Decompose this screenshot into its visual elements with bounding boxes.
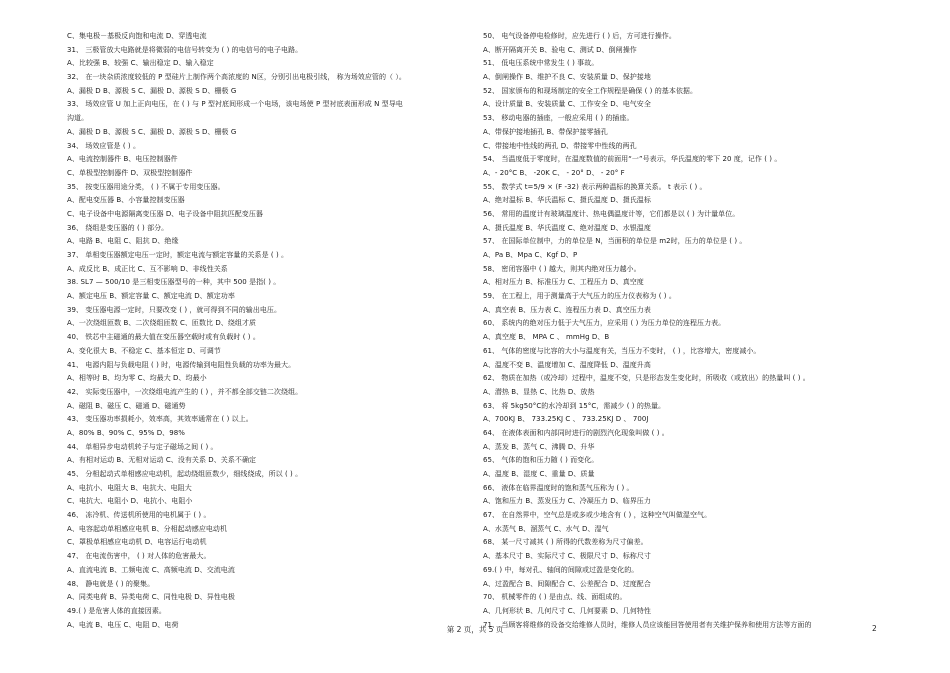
text-line: 58、 密闭容器中 ( ) 越大，则其内绝对压力越小。 <box>483 264 641 273</box>
text-line: 62、 物质在加热（或冷却）过程中，温度不变，只是形态发生变化时，所吸收（或放出）的热量叫 ( ) 。 <box>483 374 810 383</box>
text-line: C、罩极单相感应电动机 D、电容运行电动机 <box>67 538 207 547</box>
text-line: C、集电极－基极反向饱和电流 D、穿透电流 <box>67 32 207 40</box>
text-line: A、电路 B、电阻 C、阻抗 D、绝缘 <box>67 237 179 246</box>
text-line: A、温度不变 B、温度增加 C、温度降低 D、温度升高 <box>483 360 651 369</box>
page-number: 2 <box>872 624 877 633</box>
text-line: C、电抗大、电阻小 D、电抗小、电阻小 <box>67 497 193 506</box>
text-line: A、电流控制器件 B、电压控制器件 <box>67 155 178 164</box>
text-line: A、配电变压器 B、小容量控制变压器 <box>67 196 185 205</box>
text-line: A、水蒸气 B、溜蒸气 C、水气 D、湿气 <box>483 524 609 533</box>
text-line: A、直流电流 B、工频电流 C、高频电流 D、交流电流 <box>67 565 235 574</box>
text-line: A、Pa B、Mpa C、Kgf D、P <box>483 251 578 259</box>
text-line: 沟道。 <box>67 114 89 123</box>
text-line: 37、 单相变压器额定电压一定时，额定电流与额定容量的关系是 ( ) 。 <box>67 251 289 259</box>
text-line: A、倒闸操作 B、维护不良 C、安装质量 D、保护接地 <box>483 73 651 82</box>
text-line: 39、 变压器电源一定时，只要改变 ( ) ，就可得到不同的输出电压。 <box>67 305 282 314</box>
text-line: 70、 机械零件的 ( ) 是由点、线、面组成的。 <box>483 593 627 602</box>
text-line: C、单极型控制器件 D、双极型控制器件 <box>67 168 193 177</box>
text-line: A、电流 B、电压 C、电阻 D、电荷 <box>67 620 179 629</box>
text-line: A、漏极 D B、源极 S C、漏极 D、源极 S D、栅极 G <box>67 86 237 95</box>
text-line: 46、 冻冷机、传送机所使用的电机属于 ( ) 。 <box>67 511 211 520</box>
text-line: A、相对压力 B、标准压力 C、工程压力 D、真空度 <box>483 278 644 287</box>
text-line: A、额定电压 B、额定容量 C、额定电流 D、额定功率 <box>67 292 235 301</box>
text-line: 67、 在自然界中，空气总是或多或少地含有 ( ) ，这种空气叫做湿空气。 <box>483 511 712 520</box>
text-line: 35、 按变压器用途分类， ( ) 不属于专用变压器。 <box>67 182 225 191</box>
text-line: 48、 静电就是 ( ) 的聚集。 <box>67 579 155 588</box>
text-line: 55、 数学式 t=5/9 × (F -32) 表示两种温标的换算关系。 t 表示 ( ) 。 <box>483 182 707 191</box>
page-footer: 第 2 页，共 5 页 <box>446 625 504 634</box>
text-line: 52、 国家颁布的和现场制定的安全工作规程是确保 ( ) 的基本依据。 <box>483 86 698 95</box>
text-line: 40、 铁芯中主磁通的最大值在变压器空载时或有负载时 ( ) 。 <box>67 333 260 342</box>
text-line: 34、 场效应管是 ( ) 。 <box>67 141 141 150</box>
text-line: 60、 系统内的绝对压力低于大气压力，应采用 ( ) 为压力单位的连程压力表。 <box>483 319 726 328</box>
text-line: A、80% B、90% C、95% D、98% <box>67 428 185 437</box>
text-line: C、带接地中性线的两孔 D、带接零中性线的两孔 <box>483 141 637 150</box>
text-line: 68、 某一尺寸减其 ( ) 所得的代数差称为尺寸偏差。 <box>483 538 648 547</box>
text-line: A、同类电荷 B、异类电荷 C、同性电极 D、异性电极 <box>67 593 235 602</box>
text-line: 56、 常用的温度计有玻璃温度计、热电偶温度计等，它们都是以 ( ) 为计量单位。 <box>483 209 740 218</box>
text-line: 53、 移动电器的插座，一般应采用 ( ) 的插座。 <box>483 114 634 123</box>
text-line: 69.( ) 中，每对孔、轴间的间隙或过盈是变化的。 <box>483 565 639 574</box>
text-line: 43、 变压器功率损耗小，效率高，其效率通常在 ( ) 以上。 <box>67 415 253 424</box>
text-line: A、700KJ B、 733.25KJ C 、 733.25KJ D 、 700J <box>483 415 649 424</box>
text-line: A、成反比 B、成正比 C、互不影响 D、非线性关系 <box>67 264 228 273</box>
text-line: 64、 在液体表面和内部同时进行的剧烈汽化现象叫做 ( ) 。 <box>483 428 669 437</box>
text-line: A、真空度 B、 MPA C 、 mmHg D、B <box>483 333 610 342</box>
text-line: A、电容起动单相感应电机 B、分相起动感应电动机 <box>67 524 228 533</box>
text-line: 51、 低电压系统中常发生 ( ) 事故。 <box>483 59 599 68</box>
text-line: C、电子设备中电源隔离变压器 D、电子设备中阻抗匹配变压器 <box>67 209 263 218</box>
text-line: A、绝对温标 B、华氏温标 C、摄氏温度 D、摄氏温标 <box>483 196 651 205</box>
text-line: 32、 在一块杂质浓度较低的 P 型硅片上制作两个高浓度的 N区，分别引出电极引线， 称为场效应管的（ ）。 <box>67 73 406 82</box>
text-line: A、电抗小、电阻大 B、电抗大、电阻大 <box>67 483 192 492</box>
text-line: 54、 当温度低于零度时，在温度数值的前面用“一”号表示，华氏温度的零下 20 度，记作 ( ) 。 <box>483 155 782 164</box>
text-line: 49.( ) 是危害人体的直接因素。 <box>67 606 166 615</box>
text-line: A、磁阻 B、磁压 C、磁通 D、磁通势 <box>67 401 186 410</box>
text-line: 47、 在电流伤害中， ( ) 对人体的危害最大。 <box>67 552 211 561</box>
text-line: A、断开隔离开关 B、验电 C、测试 D、倒闸操作 <box>483 45 637 54</box>
text-line: A、变化很大 B、不稳定 C、基本恒定 D、可调节 <box>67 346 221 355</box>
right-column <box>483 30 883 632</box>
text-line: 59、 在工程上，用于测量高于大气压力的压力仪表称为 ( ) 。 <box>483 292 676 301</box>
text-line: A、有相对运动 B、无相对运动 C、没有关系 D、关系不确定 <box>67 456 257 465</box>
text-line: 71、 当顾客将维修的设备交给维修人员时，维修人员应该能回答使用者有关维护保养和使用方法等方面的 <box>483 620 812 629</box>
text-line: 57、 在国际单位制中，力的单位是 N，当面积的单位是 m2时，压力的单位是 ( ) 。 <box>483 237 747 246</box>
text-line: 50、 电气设备停电检修时，应先进行 ( ) 后，方可进行操作。 <box>483 32 676 40</box>
text-line: 44、 单相异步电动机转子与定子磁场之间 ( ) 。 <box>67 442 218 451</box>
text-line: A、比较强 B、较强 C、输出稳定 D、输入稳定 <box>67 59 214 68</box>
text-line: A、饱和压力 B、蒸发压力 C、冷凝压力 D、临界压力 <box>483 497 651 506</box>
text-line: A、相等时 B、均为零 C、均最大 D、均最小 <box>67 374 207 383</box>
text-line: A、漏极 D B、源极 S C、漏极 D、源极 S D、栅极 G <box>67 127 237 136</box>
text-line: A、真空表 B、压力表 C、连程压力表 D、真空压力表 <box>483 305 651 314</box>
text-line: 66、 液体在临界温度时的饱和蒸气压称为 ( ) 。 <box>483 483 634 492</box>
text-line: 41、 电源内阻与负载电阻 ( ) 时，电源传输到电阻性负载的功率为最大。 <box>67 360 296 369</box>
text-line: A、一次绕组匝数 B、二次绕组匝数 C、匝数比 D、绕组才质 <box>67 319 257 328</box>
text-line: 31、 三极管放大电路就是将微弱的电信号转变为 ( ) 的电信号的电子电路。 <box>67 45 303 54</box>
text-line: 45、 分相起动式单相感应电动机，起动绕组匝数少，细线绕成，所以 ( ) 。 <box>67 470 303 478</box>
text-line: 38. SL7 — 500/10 是三相变压器型号的一种，其中 500 是指( ) 。 <box>67 278 281 287</box>
text-line: 33、 场效应管 U 加上正向电压，在 ( ) 与 P 型衬底间形成一个电场，该电场使 P 型衬底表面形成 N 型导电 <box>67 100 403 109</box>
text-line: 36、 绕组是变压器的 ( ) 部分。 <box>67 223 169 232</box>
left-column <box>67 30 467 632</box>
text-line: 63、 将 5kg50°C的水冷却到 15°C，需减少 ( ) 的热量。 <box>483 401 666 410</box>
text-line: A、温度 B、湿度 C、重量 D、质量 <box>483 470 595 478</box>
text-line: 65、 气体的饱和压力随 ( ) 而变化。 <box>483 456 599 465</box>
text-line: 42、 实际变压器中，一次绕组电流产生的 ( ) ，并不都全部交链二次绕组。 <box>67 387 303 396</box>
text-line: A、设计质量 B、安装质量 C、工作安全 D、电气安全 <box>483 100 651 109</box>
text-line: A、蒸发 B、蒸气 C、沸腾 D、升华 <box>483 442 595 451</box>
text-line: A、- 20°C B、 -20K C、 - 20° D、 - 20° F <box>483 168 625 177</box>
text-line: A、几何形状 B、几何尺寸 C、几何要素 D、几何特性 <box>483 606 651 615</box>
text-line: A、潜热 B、显热 C、比热 D、放热 <box>483 387 595 396</box>
text-line: A、基本尺寸 B、实际尺寸 C、极限尺寸 D、标称尺寸 <box>483 552 651 561</box>
text-line: A、摄氏温度 B、华氏温度 C、绝对温度 D、水银温度 <box>483 223 651 232</box>
text-line: A、过盈配合 B、间隙配合 C、公差配合 D、过度配合 <box>483 579 651 588</box>
text-line: A、带保护接地插孔 B、带保护接零插孔 <box>483 127 608 136</box>
text-line: 61、 气体的密度与比容的大小与温度有关，当压力不变时， ( ) ，比容增大，密度减小。 <box>483 346 761 355</box>
